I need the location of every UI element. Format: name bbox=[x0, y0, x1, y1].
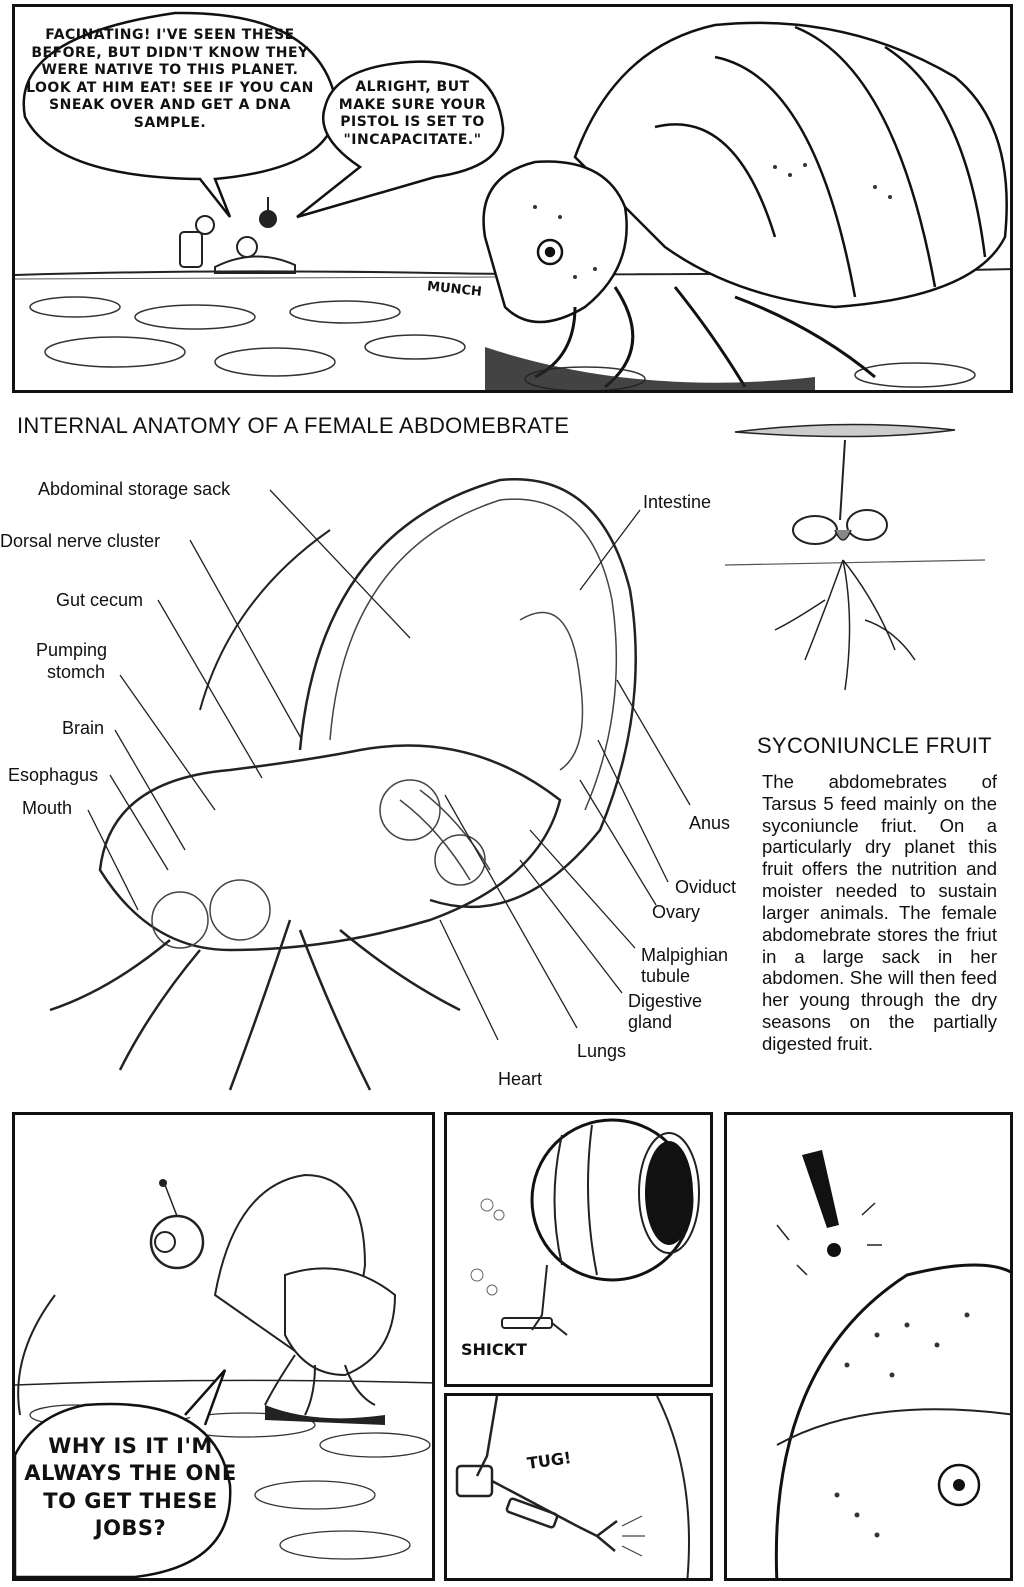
tug-sfx: TUG! bbox=[525, 1448, 573, 1473]
speech-bubble-right: ALRIGHT, BUT MAKE SURE YOUR PISTOL IS SET TO "INCAPACITATE." bbox=[338, 79, 487, 148]
label-malpighian-line2: tubule bbox=[641, 966, 691, 986]
panel-5-art bbox=[727, 1115, 1013, 1581]
panel-3 bbox=[444, 1112, 713, 1387]
label-digestive-line1: Digestive bbox=[628, 991, 703, 1011]
speech-bubble-left: FACINATING! I'VE SEEN THESE BEFORE, BUT DIDN'T KNOW THEY WERE NATIVE TO THIS PLANET. LOOK AT HIM EAT! SEE IF YOU CAN SNEAK OVER AND GET A DNA SAMPLE. bbox=[26, 27, 314, 131]
label-ovary: Ovary bbox=[652, 902, 701, 922]
speech-bubble-bottom: WHY IS IT I'M ALWAYS THE ONE TO GET THESE JOBS? bbox=[24, 1434, 237, 1540]
label-mouth: Mouth bbox=[22, 798, 73, 818]
panel-1 bbox=[12, 4, 1013, 393]
label-oviduct: Oviduct bbox=[675, 877, 737, 897]
label-gut-cecum: Gut cecum bbox=[56, 590, 144, 610]
shickt-sfx: SHICKT bbox=[461, 1340, 527, 1359]
label-esophagus: Esophagus bbox=[8, 765, 99, 785]
label-digestive-line2: gland bbox=[628, 1012, 673, 1032]
label-pumping-stomach-line2: stomch bbox=[47, 662, 106, 682]
syconiuncle-fruit-illustration bbox=[725, 420, 985, 700]
label-dorsal-nerve-cluster: Dorsal nerve cluster bbox=[0, 531, 161, 551]
panel-4-art bbox=[447, 1396, 713, 1581]
label-abdominal-storage-sack: Abdominal storage sack bbox=[38, 479, 231, 499]
panel-4 bbox=[444, 1393, 713, 1581]
label-heart: Heart bbox=[498, 1069, 543, 1089]
fruit-title: SYCONIUNCLE FRUIT bbox=[757, 733, 992, 758]
label-lungs: Lungs bbox=[577, 1041, 627, 1061]
label-pumping-stomach-line1: Pumping bbox=[36, 640, 108, 660]
label-malpighian-line1: Malpighian bbox=[641, 945, 729, 965]
label-anus: Anus bbox=[689, 813, 731, 833]
munch-sfx: MUNCH bbox=[426, 279, 483, 300]
fruit-description: The abdomebrates of Tarsus 5 feed mainly on the syconiuncle friut. On a particularly dry planet this fruit offers the nutrition and moister needed to sustain larger animals. The female abdomebrate stores the friut in a large sack in her abdomen. She will then feed her young through the dry seasons on the partially digested fruit. bbox=[762, 771, 997, 1054]
panel-5 bbox=[724, 1112, 1013, 1581]
diagram-title: INTERNAL ANATOMY OF A FEMALE ABDOMEBRATE bbox=[17, 413, 570, 438]
label-brain: Brain bbox=[62, 718, 105, 738]
label-intestine: Intestine bbox=[643, 492, 712, 512]
panel-2 bbox=[12, 1112, 435, 1581]
abdomebrate-anatomy-illustration bbox=[0, 450, 740, 1150]
